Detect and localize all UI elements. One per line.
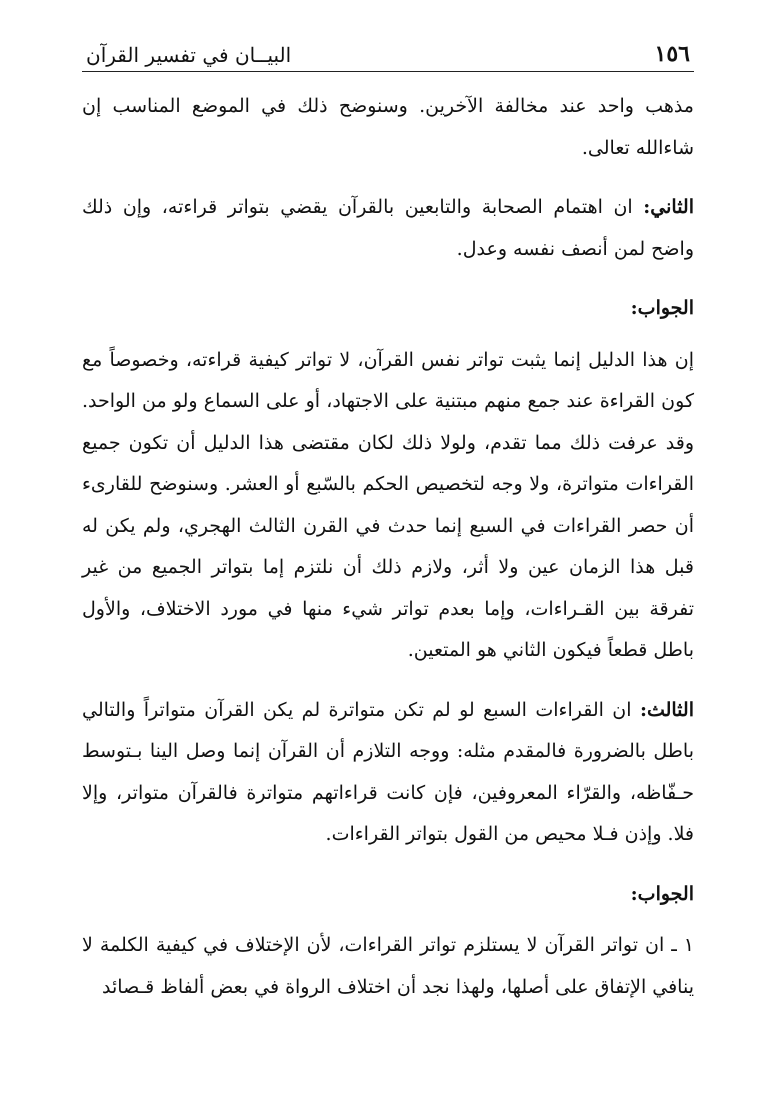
paragraph-text: إن هذا الدليل إنما يثبت تواتر نفس القرآن، لا تواتر كيفية قراءته، وخصوصاً مع كون القراءة عند جمع منهم مبتنية على الاجتهاد، أو على السماع ولو من الواحد. وقد عرفت ذلك مما تقدم، ولولا ذلك لكان مقتضى هذا الدليل أن تكون جميع القراءات متواترة، ولا وجه لتخصيص الحكم بالسّبع أو العشر. وسنوضح للقارىء أن حصر القراءات في السبع إنما حدث في القرن الثالث الهجري، ولم يكن له قبل هذا الزمان عين ولا أثر، ولازم ذلك أن نلتزم إما بتواتر الجميع من غير تفرقة بين القـراءات، وإما بعدم تواتر شيء منها في مورد الاختلاف، والأول باطل قطعاً فيكون الثاني هو المتعين. (82, 348, 694, 661)
paragraph (82, 86, 694, 169)
paragraph-text: ١ ـ ان تواتر القرآن لا يستلزم تواتر القراءات، لأن الإختلاف في كيفية الكلمة لا ينافي الإتفاق على أصلها، ولهذا نجد أن اختلاف الرواة في بعض ألفاظ قـصائد (82, 934, 694, 998)
paragraph (82, 187, 694, 270)
page-number: ١٥٦ (654, 41, 690, 67)
answer-heading (82, 288, 694, 330)
paragraph-text: مذهب واحد عند مخالفة الآخرين. وسنوضح ذلك في الموضع المناسب إن شاءالله تعالى. (82, 95, 694, 159)
paragraph-label: الثاني: (643, 196, 694, 218)
page-header (82, 30, 694, 72)
paragraph-text: ان القراءات السبع لو لم تكن متواترة لم يكن القرآن متواتراً والتالي باطل بالضرورة فالمقدم مثله: ووجه التلازم أن القرآن إنما وصل الينا بـتوسط حـفّاظه، والقرّاء المعروفين، فإن كانت قراءاتهم متواترة فالقرآن متواتر، وإلا فلا. وإذن فـلا محيص من القول بتواتر القراءات. (82, 698, 694, 845)
page (82, 30, 694, 1026)
paragraph-text: ان اهتمام الصحابة والتابعين بالقرآن يقضي بتواتر قراءته، وإن ذلك واضح لمن أنصف نفسه وعدل. (82, 196, 694, 260)
page-body (82, 86, 694, 1008)
paragraph (82, 690, 694, 856)
paragraph (82, 925, 694, 1008)
answer-heading (82, 874, 694, 916)
paragraph-label: الجواب: (630, 882, 694, 905)
running-title: البيــان في تفسير القرآن (86, 43, 292, 67)
paragraph-label: الجواب: (630, 297, 694, 319)
paragraph-label: الثالث: (639, 698, 694, 721)
paragraph (82, 340, 694, 672)
